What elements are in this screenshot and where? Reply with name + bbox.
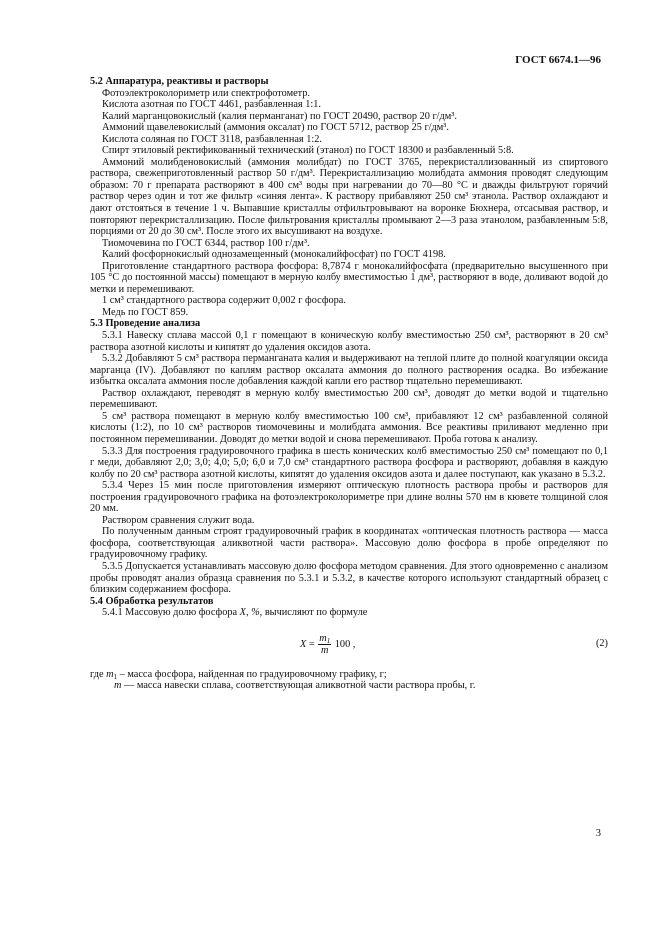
formula-numerator	[318, 633, 331, 645]
where-prefix: где	[90, 668, 107, 680]
page-number: 3	[595, 828, 601, 839]
formula-lhs: X	[300, 638, 307, 650]
where-m1-text: – масса фосфора, найденная по градуировочному графику, г;	[117, 668, 387, 680]
where-m-text: — масса навески сплава, соответствующая аликвотной части раствора пробы, г.	[121, 680, 476, 692]
line-oxalate: Аммоний щавелевокислый (аммония оксалат) по ГОСТ 5712, раствор 25 г/дм³.	[102, 122, 449, 134]
paragraph-cool: Раствор охлаждают, переводят в мерную колбу вместимостью 200 см³, доводят до метки водой и тщательно перемешивают.	[90, 387, 608, 411]
line-thiourea: Тиомочевина по ГОСТ 6344, раствор 100 г/дм³.	[102, 237, 310, 249]
where-m	[90, 680, 608, 692]
heading-5-3: 5.3 Проведение анализа	[90, 318, 201, 330]
line-phosphate: Калий фосфорнокислый однозамещенный (монокалийфосфат) по ГОСТ 4198.	[102, 249, 446, 261]
heading-5-4: 5.4 Обработка результатов	[90, 595, 214, 607]
paragraph-graph: По полученным данным строят градуировочный график в координатах «оптическая плотность раствора — масса фосфора, соответствующая аликвотной части раствора». Массовую долю фосфора в пробе определяют по градуировочному графику.	[90, 526, 608, 561]
variable-x-percent: X, %	[239, 607, 260, 619]
where-m-var: m	[114, 680, 122, 692]
formula-number: (2)	[595, 637, 608, 649]
line-nitric-acid: Кислота азотная по ГОСТ 4461, разбавленная 1:1.	[102, 99, 321, 111]
document-body	[90, 76, 608, 692]
paragraph-standard-prep: Приготовление стандартного раствора фосфора: 8,7874 г монокалийфосфата (предварительно высушенного при 105 °С до постоянной массы) помещают в мерную колбу вместимостью 1 дм³, растворяют в воде, доливают водой до метки и перемешивают.	[90, 260, 608, 295]
document-code: ГОСТ 6674.1—96	[515, 54, 601, 66]
formula-tail: 100 ,	[334, 638, 356, 650]
paragraph-5-4-1	[90, 607, 608, 619]
paragraph-5-3-2: 5.3.2 Добавляют 5 см³ раствора перманганата калия и выдерживают на теплой плите до полной коагуляции оксида марганца (IV). Добавляют по каплям раствор оксалата аммония до полного растворения осадка. Во избежание избытка оксалата аммония после добавления каждой капли его раствор тщательно перемешивают.	[90, 353, 608, 388]
heading-5-2: 5.2 Аппаратура, реактивы и растворы	[90, 76, 269, 87]
paragraph-molybdate: Аммоний молибденовокислый (аммония молибдат) по ГОСТ 3765, перекристаллизованный из спиртового раствора, свежеприготовленный раствор 50 г/дм³. Перекристаллизацию молибдата аммония проводят следующим образом: 70 г препарата растворяют в 400 см³ воды при нагревании до 70—80 °С и дважды фильтруют горячий раствор через один и тот же фильтр «синяя лента». К раствору прибавляют 250 см³ этанола. Раствор охлаждают и дают отстояться в течение 1 ч. Выпавшие кристаллы отфильтровывают на воронке Бюхнера, отсасывая раствор, и повторяют перекристаллизацию. После фильтрования кристаллы промывают 2—3 раза этанолом, разбавленным 5:8, порциями от 20 до 30 см³. После этого их высушивают на воздухе.	[90, 156, 608, 238]
formula-2	[90, 627, 608, 665]
where-m1-var: m	[106, 668, 114, 680]
line-standard-content: 1 см³ стандартного раствора содержит 0,002 г фосфора.	[102, 295, 346, 307]
where-m1	[90, 669, 608, 681]
formula-fraction	[318, 633, 331, 656]
line-ethanol: Спирт этиловый ректификованный технический (этанол) по ГОСТ 18300 и разбавленный 5:8.	[102, 145, 514, 157]
paragraph-5-3-1: 5.3.1 Навеску сплава массой 0,1 г помещают в коническую колбу вместимостью 250 см³, растворяют в 20 см³ раствора азотной кислоты и кипятят до удаления оксидов азота.	[90, 330, 608, 353]
paragraph-5-4-1-prefix: 5.4.1 Массовую долю фосфора	[102, 607, 240, 619]
paragraph-aliquot: 5 см³ раствора помещают в мерную колбу вместимостью 100 см³, прибавляют 12 см³ разбавленной соляной кислоты (1:2), по 10 см³ растворов тиомочевины и молибдата аммония. Все реактивы приливают медленно при постоянном перемешивании. Доводят до метки водой и снова перемешивают. Проба готова к анализу.	[90, 410, 608, 445]
line-copper: Медь по ГОСТ 859.	[102, 306, 189, 318]
where-m1-sub: 1	[113, 672, 118, 681]
formula-expression	[300, 633, 355, 656]
paragraph-5-3-3: 5.3.3 Для построения градуировочного графика в шесть конических колб вместимостью 250 см³ помещают по 0,1 г меди, добавляют 2,0; 3,0; 4,0; 5,0; 6,0 и 7,0 см³ стандартного раствора фосфора и растворяют, добавляя в каждую колбу по 20 см³ раствора азотной кислоты, кипятят до удаления оксидов азота и далее поступают, как указано в 5.3.2.	[90, 445, 608, 480]
paragraph-5-3-4: 5.3.4 Через 15 мин после приготовления измеряют оптическую плотность раствора пробы и растворов для построения градуировочного графика на фотоэлектроколориметре при длине волны 570 нм в кювете толщиной слоя 20 мм.	[90, 480, 608, 515]
formula-numerator-var: m	[319, 632, 327, 644]
line-photometer: Фотоэлектроколориметр или спектрофотометр.	[102, 87, 310, 99]
paragraph-reference: Раствором сравнения служит вода.	[102, 514, 255, 526]
formula-denominator: m	[321, 644, 329, 656]
formula-equals: =	[308, 638, 315, 650]
line-permanganate: Калий марганцовокислый (калия перманганат) по ГОСТ 20490, раствор 20 г/дм³.	[102, 110, 457, 122]
line-hydrochloric-acid: Кислота соляная по ГОСТ 3118, разбавленная 1:2.	[102, 133, 322, 145]
formula-numerator-sub: 1	[326, 636, 331, 645]
paragraph-5-3-5: 5.3.5 Допускается устанавливать массовую долю фосфора методом сравнения. Для этого одновременно с анализом пробы проводят анализ образца сравнения по 5.3.1 и 5.3.2, в качестве которого используют стандартный образец с близким содержанием фосфора.	[90, 560, 608, 596]
paragraph-5-4-1-suffix: , вычисляют по формуле	[259, 607, 368, 619]
